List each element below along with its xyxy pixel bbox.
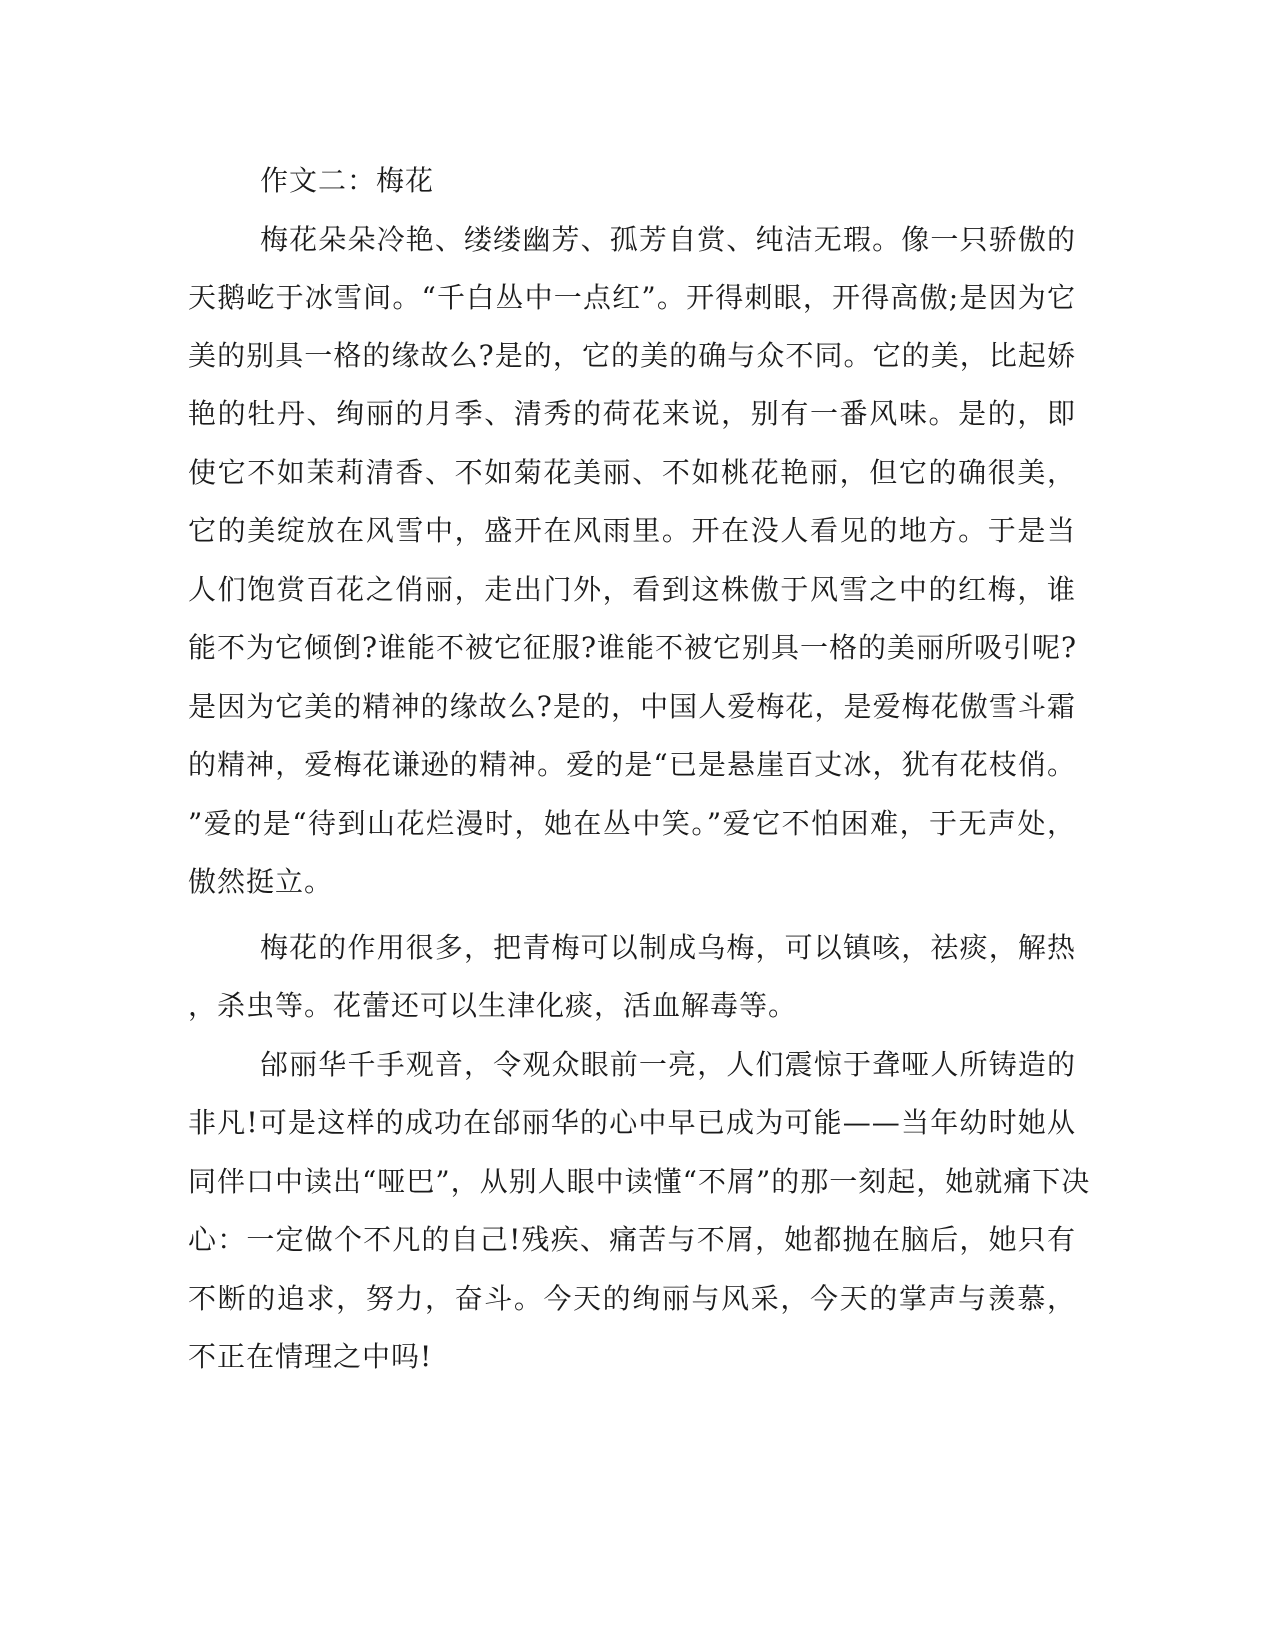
paragraph-3-line: 同伴口中读出“哑巴”，从别人眼中读懂“不屑”的那一刻起，她就痛下决 — [188, 1165, 1091, 1198]
paragraph-1-line: 傲然挺立。 — [188, 865, 334, 898]
paragraph-1-line: 的精神，爱梅花谦逊的精神。爱的是“已是悬崖百丈冰，犹有花枝俏。 — [188, 748, 1076, 781]
paragraph-3-line: 不正在情理之中吗! — [188, 1340, 433, 1373]
paragraph-1-line: 人们饱赏百花之俏丽，走出门外，看到这株傲于风雪之中的红梅，谁 — [188, 573, 1076, 606]
paragraph-1-line: 是因为它美的精神的缘故么?是的，中国人爱梅花，是爱梅花傲雪斗霜 — [188, 690, 1076, 723]
paragraph-1-line: 艳的牡丹、绚丽的月季、清秀的荷花来说，别有一番风味。是的，即 — [188, 397, 1076, 430]
paragraph-3-line: 不断的追求，努力，奋斗。今天的绚丽与风采，今天的掌声与羡慕， — [188, 1282, 1076, 1315]
paragraph-2-line: ，杀虫等。花蕾还可以生津化痰，活血解毒等。 — [188, 989, 798, 1022]
essay-title: 作文二：梅花 — [260, 164, 435, 197]
paragraph-1-line: 梅花朵朵冷艳、缕缕幽芳、孤芳自赏、纯洁无瑕。像一只骄傲的 — [260, 223, 1076, 256]
paragraph-1-line: 它的美绽放在风雪中，盛开在风雨里。开在没人看见的地方。于是当 — [188, 514, 1076, 547]
paragraph-3-line: 邰丽华千手观音，令观众眼前一亮，人们震惊于聋哑人所铸造的 — [260, 1048, 1076, 1081]
paragraph-1-line: 天鹅屹于冰雪间。“千白丛中一点红”。开得刺眼，开得高傲;是因为它 — [188, 281, 1076, 314]
paragraph-3-line: 心：一定做个不凡的自己!残疾、痛苦与不屑，她都抛在脑后，她只有 — [188, 1223, 1076, 1256]
paragraph-1-line: 能不为它倾倒?谁能不被它征服?谁能不被它别具一格的美丽所吸引呢? — [188, 631, 1078, 664]
paragraph-1-line: 美的别具一格的缘故么?是的，它的美的确与众不同。它的美，比起娇 — [188, 339, 1076, 372]
paragraph-2-line: 梅花的作用很多，把青梅可以制成乌梅，可以镇咳，祛痰，解热 — [260, 931, 1076, 964]
paragraph-1-line: ”爱的是“待到山花烂漫时，她在丛中笑。”爱它不怕困难，于无声处， — [188, 807, 1076, 840]
paragraph-1-line: 使它不如茉莉清香、不如菊花美丽、不如桃花艳丽，但它的确很美， — [188, 456, 1076, 489]
paragraph-3-line: 非凡!可是这样的成功在邰丽华的心中早已成为可能——当年幼时她从 — [188, 1106, 1076, 1139]
